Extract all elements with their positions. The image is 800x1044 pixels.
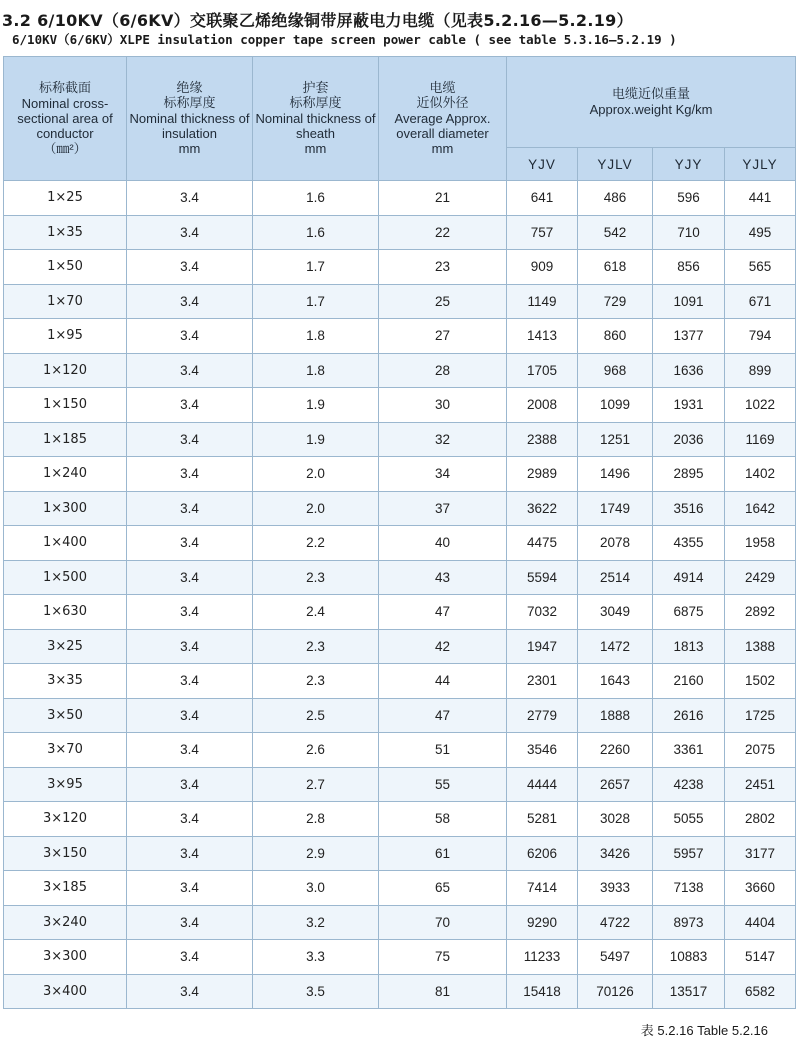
cell-diameter: 40: [379, 526, 507, 561]
cell-yjv: 6206: [507, 836, 578, 871]
cell-yjly: 1388: [725, 629, 796, 664]
table-row: [4, 871, 796, 906]
cell-diameter: 44: [379, 664, 507, 699]
cell-yjv: 15418: [507, 974, 578, 1009]
cell-yjy: 7138: [653, 871, 725, 906]
header-diameter: [379, 57, 507, 181]
cell-insulation: 3.4: [127, 422, 253, 457]
header-weight: [507, 57, 796, 148]
table-row: [4, 319, 796, 354]
header-weight-en: Approx.weight Kg/km: [589, 102, 713, 117]
cell-yjly: 3177: [725, 836, 796, 871]
cell-yjly: 1958: [725, 526, 796, 561]
header-insulation-en: Nominal thickness of insulation: [129, 111, 250, 141]
header-diameter-zh: 电缆 近似外径: [416, 81, 469, 111]
cell-yjlv: 618: [578, 250, 653, 285]
table-row: [4, 664, 796, 699]
cell-area: 3×150: [4, 836, 127, 871]
cell-insulation: 3.4: [127, 388, 253, 423]
cell-yjly: 2892: [725, 595, 796, 630]
header-type-yjy: YJY: [653, 148, 725, 181]
table-row: [4, 284, 796, 319]
cell-yjlv: 542: [578, 215, 653, 250]
table-row: [4, 905, 796, 940]
cell-area: 3×120: [4, 802, 127, 837]
cell-yjlv: 5497: [578, 940, 653, 975]
cell-area: 1×630: [4, 595, 127, 630]
header-weight-zh: 电缆近似重量: [612, 87, 691, 102]
cell-insulation: 3.4: [127, 802, 253, 837]
cell-sheath: 2.0: [253, 457, 379, 492]
cell-sheath: 3.2: [253, 905, 379, 940]
cell-yjy: 3361: [653, 733, 725, 768]
cell-area: 3×240: [4, 905, 127, 940]
cell-diameter: 58: [379, 802, 507, 837]
cell-area: 1×300: [4, 491, 127, 526]
cell-sheath: 1.7: [253, 284, 379, 319]
cell-yjly: 1169: [725, 422, 796, 457]
cell-yjy: 2616: [653, 698, 725, 733]
cell-sheath: 3.3: [253, 940, 379, 975]
cell-insulation: 3.4: [127, 974, 253, 1009]
cell-yjv: 2008: [507, 388, 578, 423]
cell-area: 1×400: [4, 526, 127, 561]
cell-yjly: 2802: [725, 802, 796, 837]
cell-yjv: 3546: [507, 733, 578, 768]
cell-sheath: 2.9: [253, 836, 379, 871]
header-type-yjv: YJV: [507, 148, 578, 181]
cell-yjy: 1813: [653, 629, 725, 664]
cell-area: 3×185: [4, 871, 127, 906]
cell-insulation: 3.4: [127, 940, 253, 975]
cell-yjly: 1402: [725, 457, 796, 492]
cell-yjy: 5055: [653, 802, 725, 837]
table-row: [4, 181, 796, 216]
cell-yjlv: 1888: [578, 698, 653, 733]
cell-yjy: 710: [653, 215, 725, 250]
cell-yjlv: 968: [578, 353, 653, 388]
cell-yjly: 6582: [725, 974, 796, 1009]
header-area: [4, 57, 127, 181]
cell-yjv: 1149: [507, 284, 578, 319]
cell-yjly: 441: [725, 181, 796, 216]
cell-yjlv: 1643: [578, 664, 653, 699]
cell-insulation: 3.4: [127, 698, 253, 733]
cell-yjy: 1931: [653, 388, 725, 423]
table-row: [4, 767, 796, 802]
cell-diameter: 43: [379, 560, 507, 595]
cell-sheath: 2.4: [253, 595, 379, 630]
table-row: [4, 629, 796, 664]
header-area-zh: 标称截面: [38, 81, 91, 96]
cell-yjv: 1413: [507, 319, 578, 354]
cell-diameter: 21: [379, 181, 507, 216]
cell-diameter: 81: [379, 974, 507, 1009]
cell-insulation: 3.4: [127, 250, 253, 285]
cell-insulation: 3.4: [127, 836, 253, 871]
cell-yjy: 596: [653, 181, 725, 216]
table-row: [4, 526, 796, 561]
cell-yjv: 4444: [507, 767, 578, 802]
cell-yjy: 5957: [653, 836, 725, 871]
cell-area: 3×35: [4, 664, 127, 699]
cell-yjy: 2036: [653, 422, 725, 457]
cell-yjly: 4404: [725, 905, 796, 940]
cell-yjly: 2451: [725, 767, 796, 802]
table-row: [4, 388, 796, 423]
cell-sheath: 1.9: [253, 388, 379, 423]
cell-area: 1×500: [4, 560, 127, 595]
cell-yjly: 1022: [725, 388, 796, 423]
cell-insulation: 3.4: [127, 526, 253, 561]
cell-sheath: 1.8: [253, 353, 379, 388]
cell-yjlv: 1251: [578, 422, 653, 457]
cell-yjlv: 3426: [578, 836, 653, 871]
table-row: [4, 836, 796, 871]
cell-area: 3×70: [4, 733, 127, 768]
cell-sheath: 2.3: [253, 560, 379, 595]
table-row: [4, 698, 796, 733]
table-row: [4, 974, 796, 1009]
cell-area: 3×25: [4, 629, 127, 664]
cell-yjy: 2160: [653, 664, 725, 699]
cell-yjlv: 3049: [578, 595, 653, 630]
cell-yjly: 2075: [725, 733, 796, 768]
header-type-yjly: YJLY: [725, 148, 796, 181]
cell-yjly: 1642: [725, 491, 796, 526]
cell-insulation: 3.4: [127, 215, 253, 250]
cell-diameter: 65: [379, 871, 507, 906]
cell-yjlv: 1496: [578, 457, 653, 492]
cell-area: 1×50: [4, 250, 127, 285]
cell-yjlv: 486: [578, 181, 653, 216]
cell-yjy: 8973: [653, 905, 725, 940]
cell-insulation: 3.4: [127, 181, 253, 216]
cell-yjv: 11233: [507, 940, 578, 975]
cell-area: 1×25: [4, 181, 127, 216]
cell-insulation: 3.4: [127, 560, 253, 595]
cell-yjly: 1502: [725, 664, 796, 699]
cell-area: 1×120: [4, 353, 127, 388]
cell-yjv: 641: [507, 181, 578, 216]
cell-diameter: 55: [379, 767, 507, 802]
cell-area: 1×185: [4, 422, 127, 457]
cell-diameter: 61: [379, 836, 507, 871]
cell-yjlv: 1749: [578, 491, 653, 526]
cell-diameter: 47: [379, 595, 507, 630]
cell-sheath: 1.8: [253, 319, 379, 354]
cell-insulation: 3.4: [127, 767, 253, 802]
cell-yjv: 7032: [507, 595, 578, 630]
cell-sheath: 2.6: [253, 733, 379, 768]
cell-yjv: 3622: [507, 491, 578, 526]
cell-area: 1×70: [4, 284, 127, 319]
cell-sheath: 1.9: [253, 422, 379, 457]
header-diameter-unit: mm: [431, 141, 454, 156]
cell-yjv: 9290: [507, 905, 578, 940]
cell-yjy: 4355: [653, 526, 725, 561]
cell-yjv: 4475: [507, 526, 578, 561]
cell-yjly: 5147: [725, 940, 796, 975]
cell-yjlv: 2260: [578, 733, 653, 768]
cell-yjly: 794: [725, 319, 796, 354]
cell-yjly: 3660: [725, 871, 796, 906]
cell-area: 1×95: [4, 319, 127, 354]
cell-yjv: 2779: [507, 698, 578, 733]
table-row: [4, 595, 796, 630]
table-row: [4, 353, 796, 388]
cell-diameter: 47: [379, 698, 507, 733]
cell-yjy: 10883: [653, 940, 725, 975]
cell-area: 1×35: [4, 215, 127, 250]
cell-area: 1×150: [4, 388, 127, 423]
cell-yjy: 13517: [653, 974, 725, 1009]
cell-diameter: 34: [379, 457, 507, 492]
cell-yjlv: 3933: [578, 871, 653, 906]
cell-diameter: 32: [379, 422, 507, 457]
cell-yjly: 899: [725, 353, 796, 388]
header-diameter-en: Average Approx. overall diameter: [394, 111, 491, 141]
cell-yjy: 2895: [653, 457, 725, 492]
cell-yjlv: 1472: [578, 629, 653, 664]
cable-spec-table: [3, 56, 796, 1009]
cell-yjy: 1091: [653, 284, 725, 319]
cell-diameter: 22: [379, 215, 507, 250]
cell-area: 1×240: [4, 457, 127, 492]
cell-insulation: 3.4: [127, 664, 253, 699]
table-row: [4, 422, 796, 457]
header-insulation: [127, 57, 253, 181]
cell-insulation: 3.4: [127, 733, 253, 768]
header-area-unit: （㎜²）: [43, 141, 87, 156]
cell-diameter: 70: [379, 905, 507, 940]
cell-insulation: 3.4: [127, 284, 253, 319]
cell-diameter: 28: [379, 353, 507, 388]
cell-yjv: 1705: [507, 353, 578, 388]
cell-yjv: 2388: [507, 422, 578, 457]
cell-area: 3×400: [4, 974, 127, 1009]
cell-sheath: 2.0: [253, 491, 379, 526]
cell-diameter: 23: [379, 250, 507, 285]
cell-sheath: 3.5: [253, 974, 379, 1009]
table-row: [4, 250, 796, 285]
cell-diameter: 25: [379, 284, 507, 319]
table-row: [4, 802, 796, 837]
cell-sheath: 2.3: [253, 664, 379, 699]
cell-yjlv: 70126: [578, 974, 653, 1009]
cell-yjlv: 2657: [578, 767, 653, 802]
cell-yjv: 7414: [507, 871, 578, 906]
cell-diameter: 37: [379, 491, 507, 526]
cell-insulation: 3.4: [127, 871, 253, 906]
cell-yjlv: 3028: [578, 802, 653, 837]
cell-sheath: 2.2: [253, 526, 379, 561]
cell-sheath: 2.8: [253, 802, 379, 837]
table-row: [4, 215, 796, 250]
cell-insulation: 3.4: [127, 457, 253, 492]
cell-yjly: 2429: [725, 560, 796, 595]
cell-sheath: 2.7: [253, 767, 379, 802]
cell-yjlv: 2078: [578, 526, 653, 561]
table-caption: 表 5.2.16 Table 5.2.16: [640, 1023, 768, 1038]
cell-diameter: 51: [379, 733, 507, 768]
cell-yjy: 4914: [653, 560, 725, 595]
cell-insulation: 3.4: [127, 629, 253, 664]
table-row: [4, 733, 796, 768]
cell-insulation: 3.4: [127, 319, 253, 354]
header-type-yjlv: YJLV: [578, 148, 653, 181]
cell-insulation: 3.4: [127, 491, 253, 526]
header-area-en: Nominal cross-sectional area of conductor: [17, 96, 113, 141]
cell-yjy: 3516: [653, 491, 725, 526]
cell-diameter: 30: [379, 388, 507, 423]
header-insulation-unit: mm: [178, 141, 201, 156]
header-sheath-unit: mm: [304, 141, 327, 156]
cell-yjy: 4238: [653, 767, 725, 802]
cell-sheath: 3.0: [253, 871, 379, 906]
cell-yjly: 565: [725, 250, 796, 285]
table-body: [4, 181, 796, 1009]
header-sheath-en: Nominal thickness of sheath: [255, 111, 376, 141]
cell-yjv: 909: [507, 250, 578, 285]
header-sheath-zh: 护套 标称厚度: [289, 81, 342, 111]
cell-yjy: 856: [653, 250, 725, 285]
cell-yjly: 1725: [725, 698, 796, 733]
cell-yjly: 495: [725, 215, 796, 250]
title-english: 6/10KV（6/6KV）XLPE insulation copper tape screen power cable ( see table 5.3.16—5.2.19 ): [12, 32, 677, 47]
cell-insulation: 3.4: [127, 905, 253, 940]
cell-area: 3×50: [4, 698, 127, 733]
cell-insulation: 3.4: [127, 595, 253, 630]
cell-yjlv: 2514: [578, 560, 653, 595]
table-row: [4, 940, 796, 975]
cell-sheath: 1.6: [253, 215, 379, 250]
cell-yjy: 1377: [653, 319, 725, 354]
table-row: [4, 560, 796, 595]
header-sheath: [253, 57, 379, 181]
cell-yjv: 1947: [507, 629, 578, 664]
cell-yjy: 6875: [653, 595, 725, 630]
cell-yjlv: 860: [578, 319, 653, 354]
cell-diameter: 75: [379, 940, 507, 975]
cell-yjlv: 729: [578, 284, 653, 319]
cell-yjv: 757: [507, 215, 578, 250]
cell-yjly: 671: [725, 284, 796, 319]
cell-diameter: 27: [379, 319, 507, 354]
cell-sheath: 1.7: [253, 250, 379, 285]
cell-yjv: 2989: [507, 457, 578, 492]
cell-yjv: 5281: [507, 802, 578, 837]
header-insulation-zh: 绝缘 标称厚度: [163, 81, 216, 111]
cell-sheath: 2.3: [253, 629, 379, 664]
cell-yjlv: 1099: [578, 388, 653, 423]
cell-sheath: 2.5: [253, 698, 379, 733]
cell-diameter: 42: [379, 629, 507, 664]
table-row: [4, 457, 796, 492]
cell-area: 3×300: [4, 940, 127, 975]
cell-area: 3×95: [4, 767, 127, 802]
cell-yjy: 1636: [653, 353, 725, 388]
cell-insulation: 3.4: [127, 353, 253, 388]
cell-sheath: 1.6: [253, 181, 379, 216]
cell-yjv: 5594: [507, 560, 578, 595]
title-chinese: 3.2 6/10KV（6/6KV）交联聚乙烯绝缘铜带屏蔽电力电缆（见表5.2.16—5.2.19）: [2, 11, 633, 30]
table-row: [4, 491, 796, 526]
cell-yjv: 2301: [507, 664, 578, 699]
cell-yjlv: 4722: [578, 905, 653, 940]
